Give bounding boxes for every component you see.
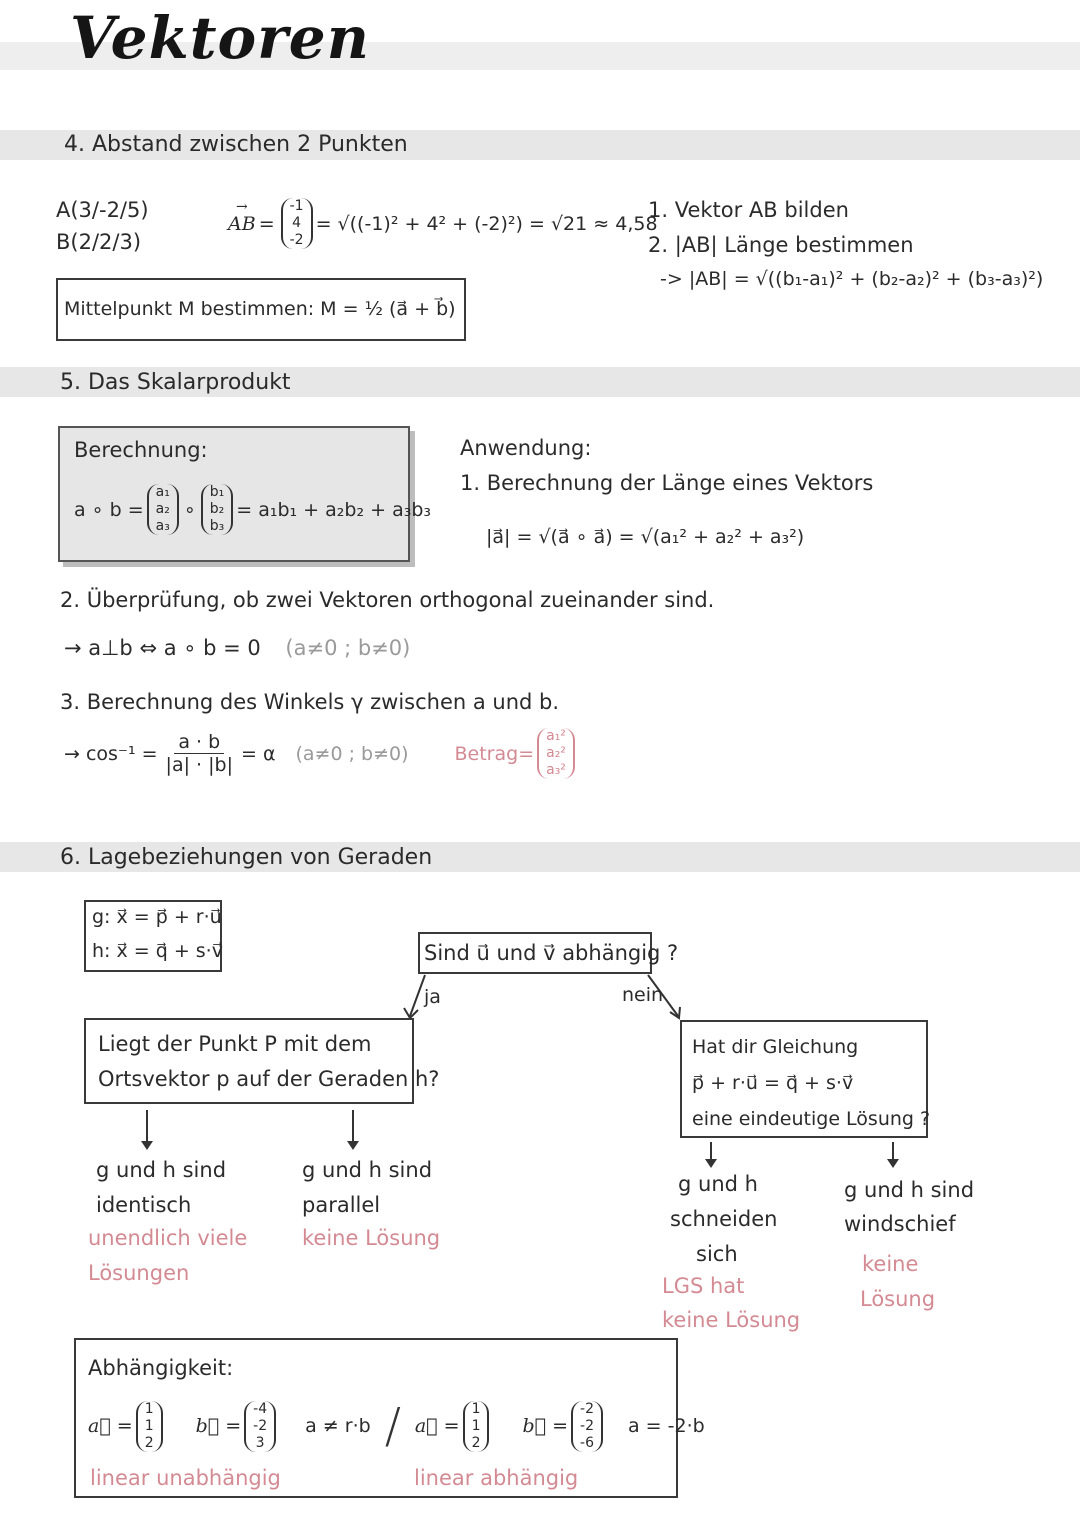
- use-title: Anwendung:: [460, 436, 592, 460]
- ja-label: ja: [424, 986, 441, 1008]
- arrow-identisch: [146, 1110, 148, 1148]
- vec-b-3: b₃: [209, 518, 225, 534]
- dep-a1-x: 1: [144, 1400, 154, 1417]
- dep-a2-x: 1: [471, 1400, 481, 1417]
- result-identisch-2: identisch: [96, 1193, 192, 1217]
- dep-a2-vector: [463, 1401, 490, 1452]
- angle-prefix: → cos⁻¹ =: [64, 742, 158, 765]
- vec-b-1: b₁: [209, 484, 225, 500]
- dependency-example-1: a⃗ = 1 1 2 b⃗ = -4 -2 3 a ≠ r·b / a⃗ = 1 1 2 b⃗ = -2 -2 -6 a = -2·b: [88, 1398, 705, 1454]
- result-schneiden-1: g und h: [678, 1172, 758, 1196]
- step-2: 2. |AB| Länge bestimmen: [648, 233, 914, 257]
- dependency-box: [74, 1338, 705, 1498]
- section5-header: 5. Das Skalarprodukt: [60, 370, 291, 395]
- separator-slash: /: [384, 1398, 401, 1454]
- dep-b2-x: -2: [580, 1400, 594, 1417]
- arrow-parallel: [352, 1110, 354, 1148]
- betrag-2: a₂²: [546, 745, 566, 761]
- left-question-1: Liegt der Punkt P mit dem: [98, 1032, 372, 1056]
- dep-a2-y: 1: [471, 1417, 481, 1434]
- result-parallel-3: keine Lösung: [302, 1226, 441, 1250]
- use-1: 1. Berechnung der Länge eines Vektors: [460, 471, 874, 495]
- dep-b2-z: -6: [580, 1434, 594, 1451]
- use-3: 3. Berechnung des Winkels γ zwischen a und b.: [60, 690, 560, 714]
- ab-vec-z: -2: [289, 232, 304, 248]
- result-windschief-1: g und h sind: [844, 1178, 975, 1202]
- calc-title: Berechnung:: [74, 438, 208, 462]
- result-parallel-2: parallel: [302, 1193, 381, 1217]
- result-windschief-4: Lösung: [860, 1287, 936, 1311]
- result-schneiden-3: sich: [696, 1242, 738, 1266]
- dep-a1-z: 2: [144, 1434, 154, 1451]
- angle-numerator: a · b: [174, 731, 224, 754]
- h-equation: h: x⃗ = q⃗ + s·v⃗: [92, 940, 223, 962]
- left-question-2: Ortsvektor p auf der Geraden h?: [98, 1067, 440, 1091]
- right-question-3: eine eindeutige Lösung ?: [692, 1108, 931, 1130]
- point-a: A(3/-2/5): [56, 198, 149, 222]
- vec-b-2: b₂: [209, 501, 225, 517]
- dep-b1-vector: [244, 1401, 276, 1452]
- dep-relation-1: a ≠ r·b: [305, 1415, 371, 1437]
- dep-b2-y: -2: [580, 1417, 594, 1434]
- dependency-title: Abhängigkeit:: [88, 1356, 234, 1380]
- dep-b1-x: -4: [253, 1400, 268, 1417]
- nein-label: nein: [622, 984, 664, 1006]
- dependency-question: Sind u⃗ und v⃗ abhängig ?: [424, 941, 679, 965]
- scalar-formula: a ∘ b = a₁ a₂ a₃ ∘ b₁ b₂ b₃ = a₁b₁ + a₂b₂ + a₃b₃: [74, 484, 432, 534]
- step-1: 1. Vektor AB bilden: [648, 198, 849, 222]
- vec-a-2: a₂: [155, 501, 170, 517]
- dep-b1-z: 3: [255, 1434, 265, 1451]
- dep-b1-y: -2: [253, 1417, 268, 1434]
- ab-distance-formula: → AB = -1 4 -2 = √((-1)² + 4² + (-2)²) = √21 ≈ 4,58: [228, 198, 658, 249]
- equation-solution-box: [680, 1020, 931, 1138]
- result-parallel-1: g und h sind: [302, 1158, 433, 1182]
- midpoint-text: Mittelpunkt M bestimmen: M = ½ (a⃗ + b⃗): [64, 298, 456, 320]
- g-equation: g: x⃗ = p⃗ + r·u⃗: [92, 906, 222, 928]
- dep-a2-z: 2: [471, 1434, 481, 1451]
- result-identisch-1: g und h sind: [96, 1158, 227, 1182]
- dep-label-unabhaengig: linear unabhängig: [90, 1466, 281, 1490]
- result-windschief-2: windschief: [844, 1212, 956, 1236]
- angle-denominator: |a| · |b|: [165, 754, 233, 776]
- ab-calc: = √((-1)² + 4² + (-2)²) = √21 ≈ 4,58: [315, 212, 658, 235]
- use-2-equation: → a⊥b ⇔ a ∘ b = 0: [64, 636, 261, 660]
- dep-b2-vector: [571, 1401, 603, 1452]
- angle-condition: (a≠0 ; b≠0): [295, 742, 409, 765]
- step-formula: -> |AB| = √((b₁-a₁)² + (b₂-a₂)² + (b₃-a₃)²): [660, 268, 1044, 290]
- arrow-schneiden: [710, 1142, 712, 1166]
- angle-suffix: = α: [240, 742, 276, 765]
- result-schneiden-5: keine Lösung: [662, 1308, 801, 1332]
- result-schneiden-2: schneiden: [670, 1207, 778, 1231]
- vec-a-1: a₁: [155, 484, 170, 500]
- right-question-1: Hat dir Gleichung: [692, 1036, 859, 1058]
- vec-a-3: a₃: [155, 518, 170, 534]
- dep-label-abhaengig: linear abhängig: [414, 1466, 579, 1490]
- point-b: B(2/2/3): [56, 230, 142, 254]
- section4-header: 4. Abstand zwischen 2 Punkten: [64, 132, 408, 157]
- betrag-3: a₃²: [546, 762, 566, 778]
- result-identisch-4: Lösungen: [88, 1261, 190, 1285]
- ab-vec-x: -1: [289, 198, 304, 214]
- betrag-1: a₁²: [546, 728, 566, 744]
- use-1-formula: |a⃗| = √(a⃗ ∘ a⃗) = √(a₁² + a₂² + a₃²): [486, 526, 805, 548]
- section6-header: 6. Lagebeziehungen von Geraden: [60, 845, 433, 870]
- right-question-2: p⃗ + r·u⃗ = q⃗ + s·v⃗: [692, 1072, 854, 1094]
- use-2: 2. Überprüfung, ob zwei Vektoren orthogonal zueinander sind.: [60, 588, 715, 612]
- dep-a1-vector: [136, 1401, 163, 1452]
- result-identisch-3: unendlich viele: [88, 1226, 248, 1250]
- dep-a1-y: 1: [144, 1417, 154, 1434]
- use-2-condition: (a≠0 ; b≠0): [285, 636, 411, 660]
- result-schneiden-4: LGS hat: [662, 1274, 745, 1298]
- ab-label: → AB: [228, 213, 256, 235]
- calc-rhs: = a₁b₁ + a₂b₂ + a₃b₃: [236, 498, 432, 521]
- dep-relation-2: a = -2·b: [627, 1415, 705, 1437]
- point-on-line-box: [84, 1018, 440, 1104]
- ab-vec-y: 4: [292, 215, 302, 231]
- betrag-label: Betrag=: [454, 742, 535, 765]
- calc-lhs: a ∘ b =: [74, 498, 144, 521]
- page-title: Vektoren: [70, 4, 370, 72]
- arrow-windschief: [892, 1142, 894, 1166]
- result-windschief-3: keine: [862, 1252, 919, 1276]
